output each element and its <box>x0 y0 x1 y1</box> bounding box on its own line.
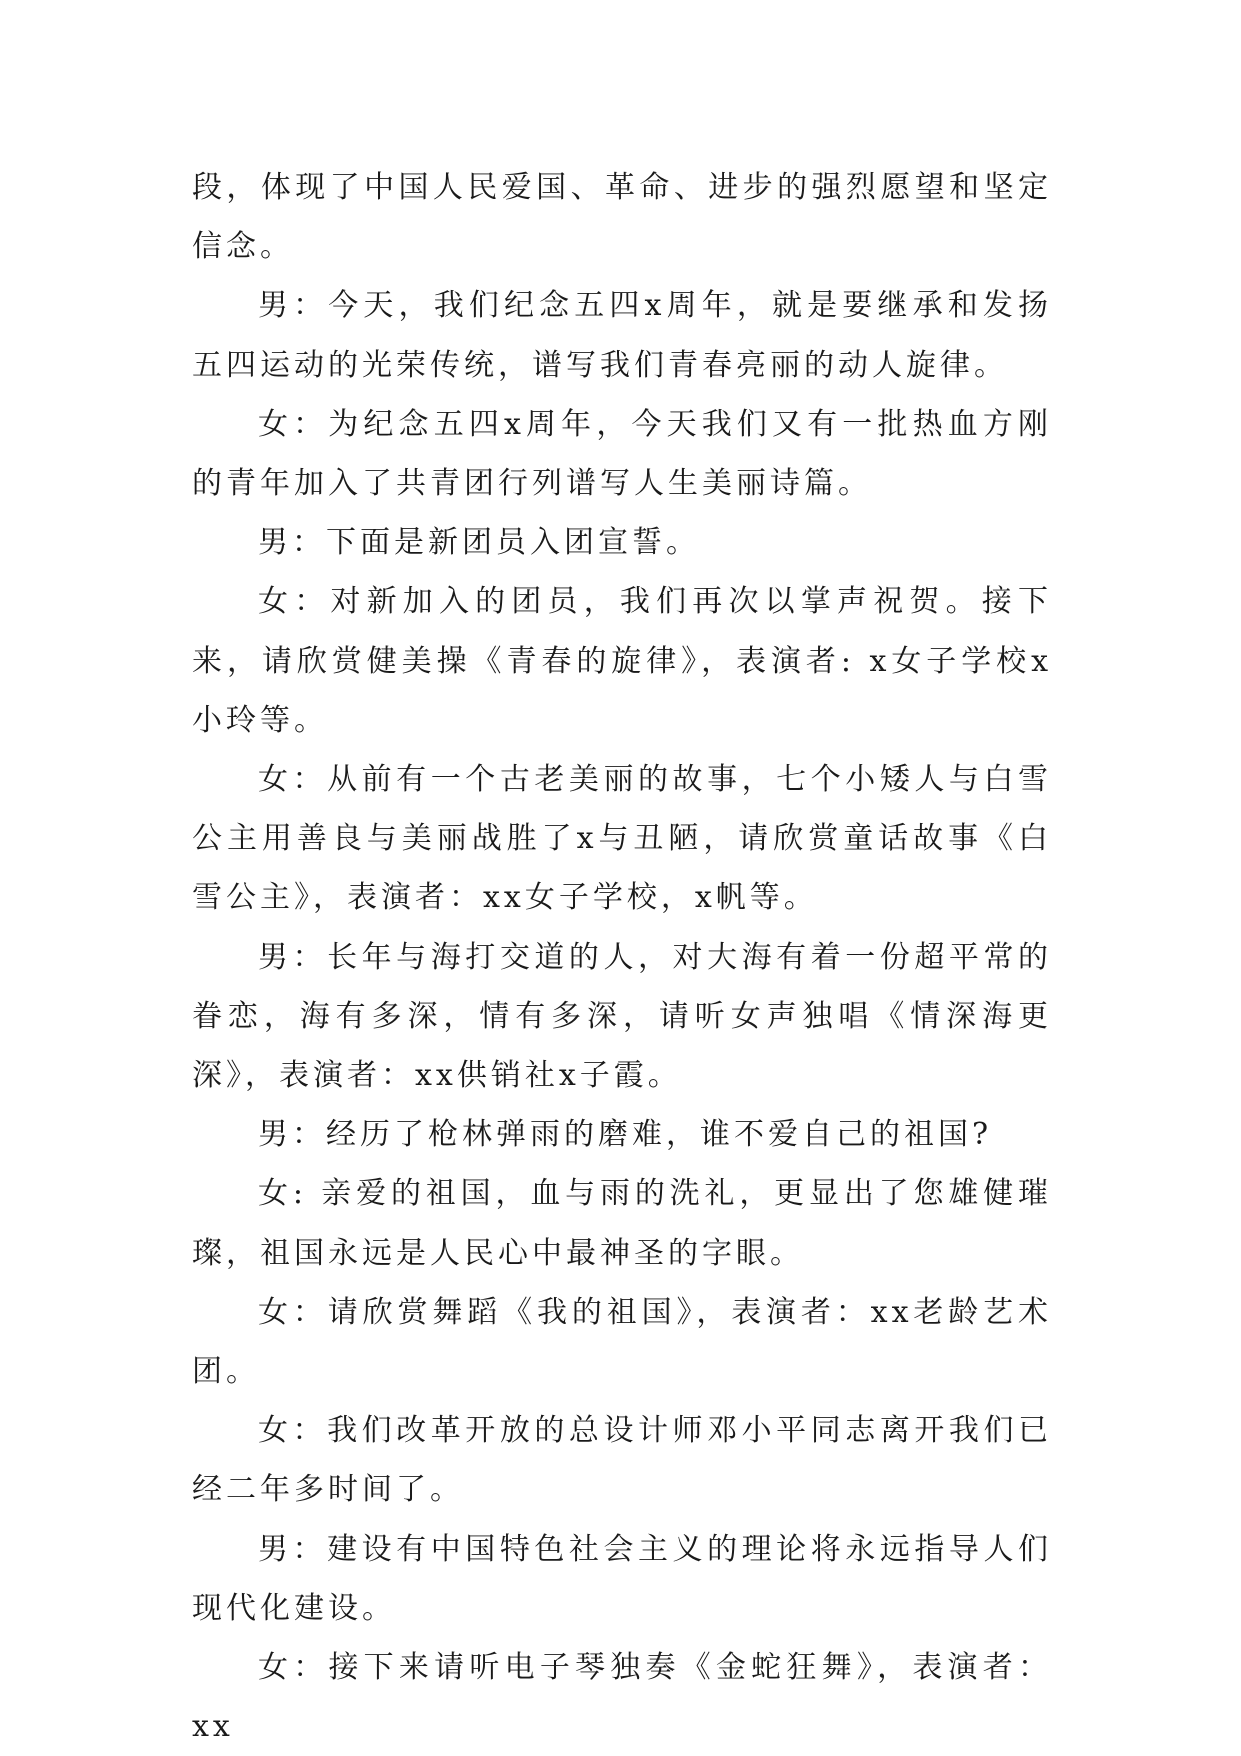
paragraph-12: 男：建设有中国特色社会主义的理论将永远指导人们现代化建设。 <box>192 1531 1052 1626</box>
paragraph-9: 女: 亲爱的祖国，血与雨的洗礼，更显出了您雄健璀璨，祖国永远是人民心中最神圣的字眼。 <box>192 1176 1052 1271</box>
paragraph-2: 男：今天，我们纪念五四x周年，就是要继承和发扬五四运动的光荣传统，谱写我们青春亮丽的动人旋律。 <box>192 288 1052 383</box>
paragraph-3: 女：为纪念五四x周年，今天我们又有一批热血方刚的青年加入了共青团行列谱写人生美丽诗篇。 <box>192 406 1052 502</box>
paragraph-10: 女：请欣赏舞蹈《我的祖国》，表演者：xx老龄艺术团。 <box>192 1294 1052 1390</box>
document-body <box>192 158 1052 1756</box>
paragraph-7: 男：长年与海打交道的人，对大海有着一份超平常的眷恋，海有多深，情有多深，请听女声独唱《情深海更深》，表演者：xx供销社x子霞。 <box>192 939 1052 1094</box>
paragraph-11: 女：我们改革开放的总设计师邓小平同志离开我们已经二年多时间了。 <box>192 1413 1052 1508</box>
paragraph-6: 女：从前有一个古老美丽的故事，七个小矮人与白雪公主用善良与美丽战胜了x与丑陋，请欣赏童话故事《白雪公主》，表演者：xx女子学校，x帆等。 <box>192 762 1052 916</box>
paragraph-13: 女：接下来请听电子琴独奏《金蛇狂舞》，表演者：xx <box>192 1650 1052 1745</box>
paragraph-4: 男：下面是新团员入团宣誓。 <box>258 525 700 561</box>
paragraph-5: 女：对新加入的团员，我们再次以掌声祝贺。接下来，请欣赏健美操《青春的旋律》，表演者: x女子学校x小玲等。 <box>192 584 1052 738</box>
paragraph-8: 男：经历了枪林弹雨的磨难，谁不爱自己的祖国? <box>258 1117 993 1153</box>
paragraph-1: 段，体现了中国人民爱国、革命、进步的强烈愿望和坚定信念。 <box>192 170 1052 265</box>
